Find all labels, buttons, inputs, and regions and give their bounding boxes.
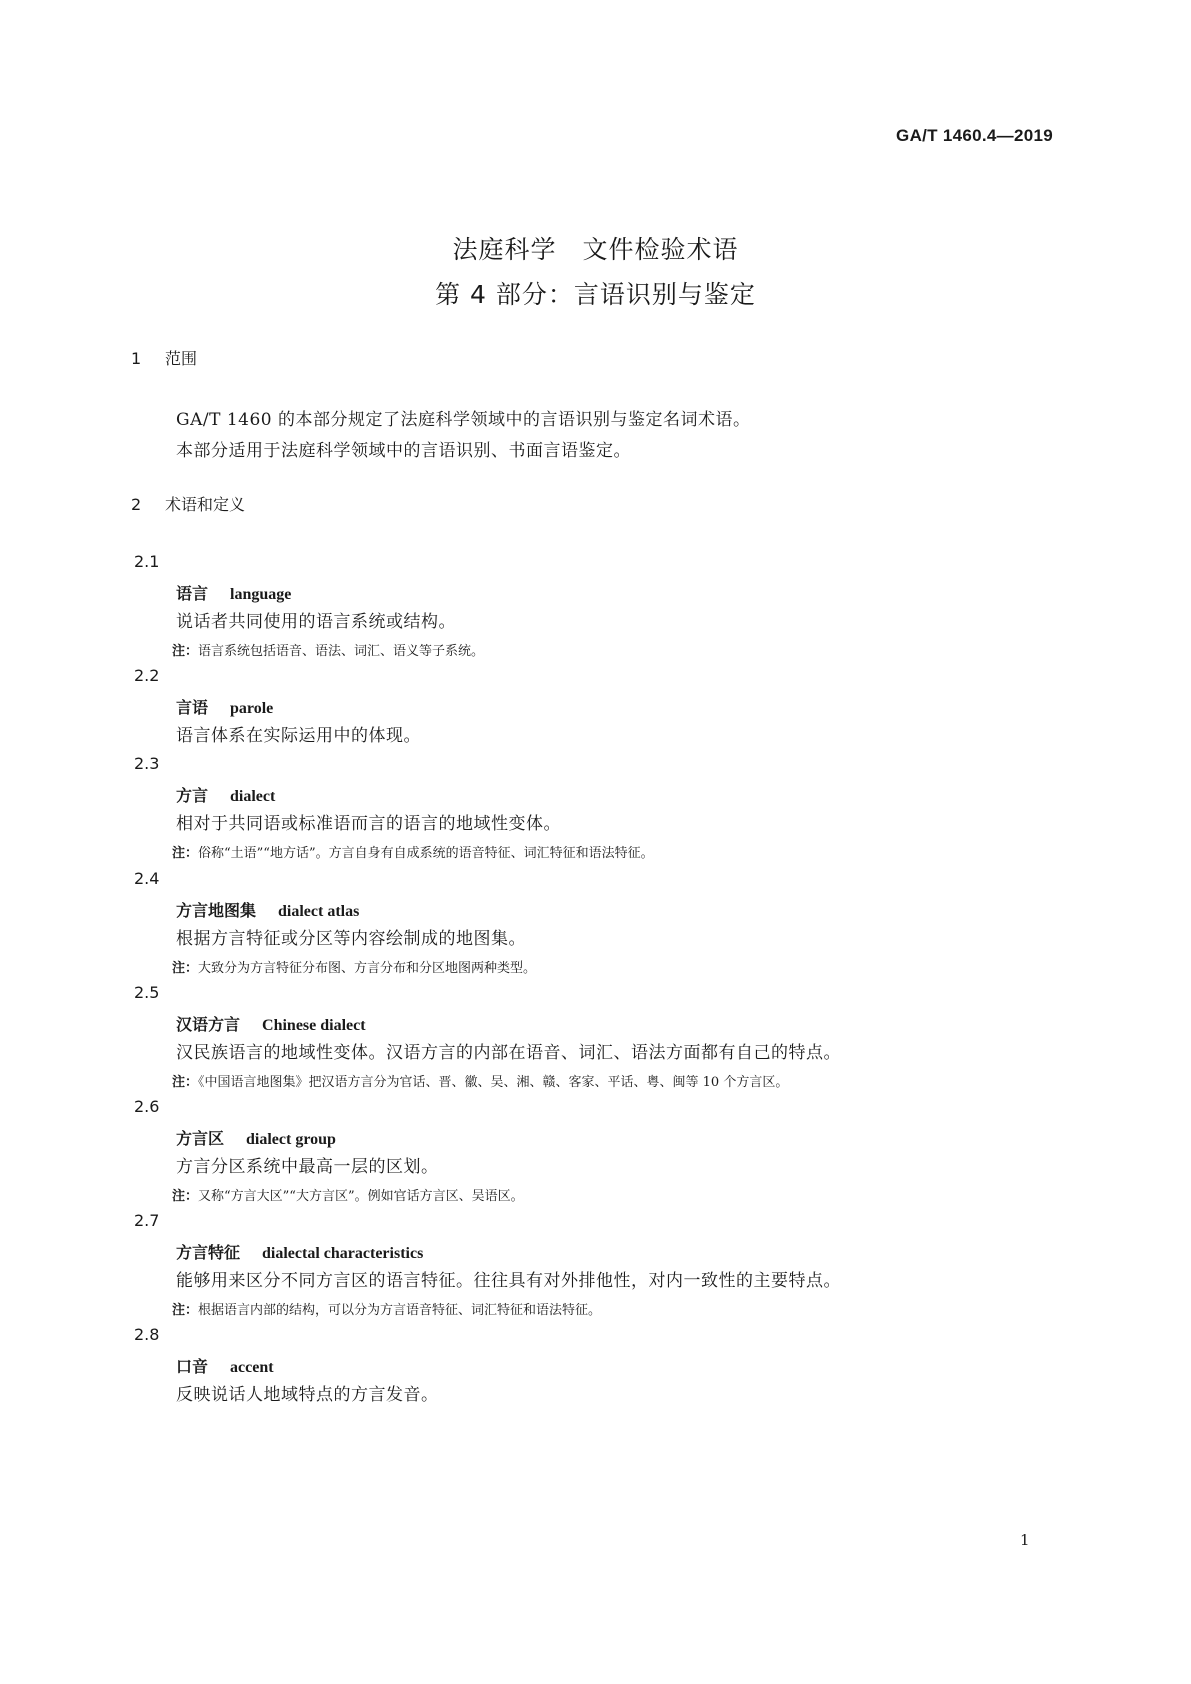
term-heading <box>176 1240 423 1263</box>
term-number: 2.7 <box>134 1211 160 1230</box>
term-heading <box>176 581 291 604</box>
term-number: 2.1 <box>134 552 160 571</box>
term-chinese: 口音 <box>176 1357 209 1376</box>
term-number: 2.8 <box>134 1325 160 1344</box>
term-heading <box>176 783 275 806</box>
note-text: 俗称“土语”“地方话”。方言自身有自成系统的语音特征、词汇特征和语法特征。 <box>198 846 654 861</box>
term-definition: 语言体系在实际运用中的体现。 <box>176 726 421 746</box>
section-number: 1 <box>131 349 142 368</box>
note-label: 注： <box>172 644 199 659</box>
term-english: dialect <box>230 788 276 805</box>
term-number: 2.4 <box>134 869 160 888</box>
note-label: 注： <box>172 1075 199 1090</box>
note-text: 又称“方言大区”“大方言区”。例如官话方言区、吴语区。 <box>198 1189 524 1204</box>
term-english: dialectal characteristics <box>262 1245 424 1262</box>
term-note <box>172 640 484 659</box>
term-note <box>172 1299 601 1318</box>
term-definition: 汉民族语言的地域性变体。汉语方言的内部在语音、词汇、语法方面都有自己的特点。 <box>176 1043 841 1063</box>
term-english: parole <box>230 700 274 717</box>
term-heading <box>176 695 273 718</box>
scope-paragraph-1: GA/T 1460 的本部分规定了法庭科学领域中的言语识别与鉴定名词术语。 <box>176 410 751 430</box>
term-english: accent <box>230 1359 274 1376</box>
term-definition: 相对于共同语或标准语而言的语言的地域性变体。 <box>176 814 561 834</box>
note-label: 注： <box>172 846 199 861</box>
term-definition: 反映说话人地域特点的方言发音。 <box>176 1385 439 1405</box>
document-title-line2: 第 4 部分：言语识别与鉴定 <box>435 280 756 309</box>
note-label: 注： <box>172 1303 199 1318</box>
section-heading-scope <box>131 346 197 369</box>
term-english: dialect group <box>246 1131 336 1148</box>
section-title: 范围 <box>165 349 198 368</box>
term-number: 2.6 <box>134 1097 160 1116</box>
term-definition: 根据方言特征或分区等内容绘制成的地图集。 <box>176 929 526 949</box>
term-heading <box>176 1012 366 1035</box>
note-label: 注： <box>172 961 199 976</box>
scope-paragraph-2: 本部分适用于法庭科学领域中的言语识别、书面言语鉴定。 <box>176 441 631 461</box>
note-text: 《中国语言地图集》把汉语方言分为官话、晋、徽、吴、湘、赣、客家、平话、粤、闽等 10 个方言区。 <box>198 1075 789 1090</box>
section-number: 2 <box>131 495 142 514</box>
term-english: language <box>230 586 292 603</box>
standard-number: GA/T 1460.4—2019 <box>896 126 1053 145</box>
note-text: 根据语言内部的结构，可以分为方言语音特征、词汇特征和语法特征。 <box>198 1303 602 1318</box>
term-heading <box>176 1354 274 1377</box>
page-number: 1 <box>1020 1531 1030 1549</box>
term-english: dialect atlas <box>278 903 360 920</box>
term-heading <box>176 898 359 921</box>
term-note <box>172 957 536 976</box>
term-number: 2.3 <box>134 754 160 773</box>
term-chinese: 方言地图集 <box>176 901 257 920</box>
note-text: 语言系统包括语音、语法、词汇、语义等子系统。 <box>198 644 485 659</box>
term-number: 2.5 <box>134 983 160 1002</box>
term-heading <box>176 1126 336 1149</box>
term-chinese: 方言 <box>176 786 209 805</box>
term-chinese: 方言特征 <box>176 1243 241 1262</box>
note-text: 大致分为方言特征分布图、方言分布和分区地图两种类型。 <box>198 961 537 976</box>
term-definition: 方言分区系统中最高一层的区划。 <box>176 1157 439 1177</box>
term-note <box>172 1185 524 1204</box>
term-note <box>172 1071 788 1090</box>
term-chinese: 方言区 <box>176 1129 225 1148</box>
section-title: 术语和定义 <box>165 495 246 514</box>
term-number: 2.2 <box>134 666 160 685</box>
note-label: 注： <box>172 1189 199 1204</box>
term-chinese: 语言 <box>176 584 209 603</box>
term-note <box>172 842 654 861</box>
section-heading-terms <box>131 492 245 515</box>
document-title-line1: 法庭科学 文件检验术语 <box>452 235 739 264</box>
term-chinese: 汉语方言 <box>176 1015 241 1034</box>
term-definition: 能够用来区分不同方言区的语言特征。往往具有对外排他性，对内一致性的主要特点。 <box>176 1271 841 1291</box>
term-chinese: 言语 <box>176 698 209 717</box>
term-english: Chinese dialect <box>262 1017 366 1034</box>
term-definition: 说话者共同使用的语言系统或结构。 <box>176 612 456 632</box>
